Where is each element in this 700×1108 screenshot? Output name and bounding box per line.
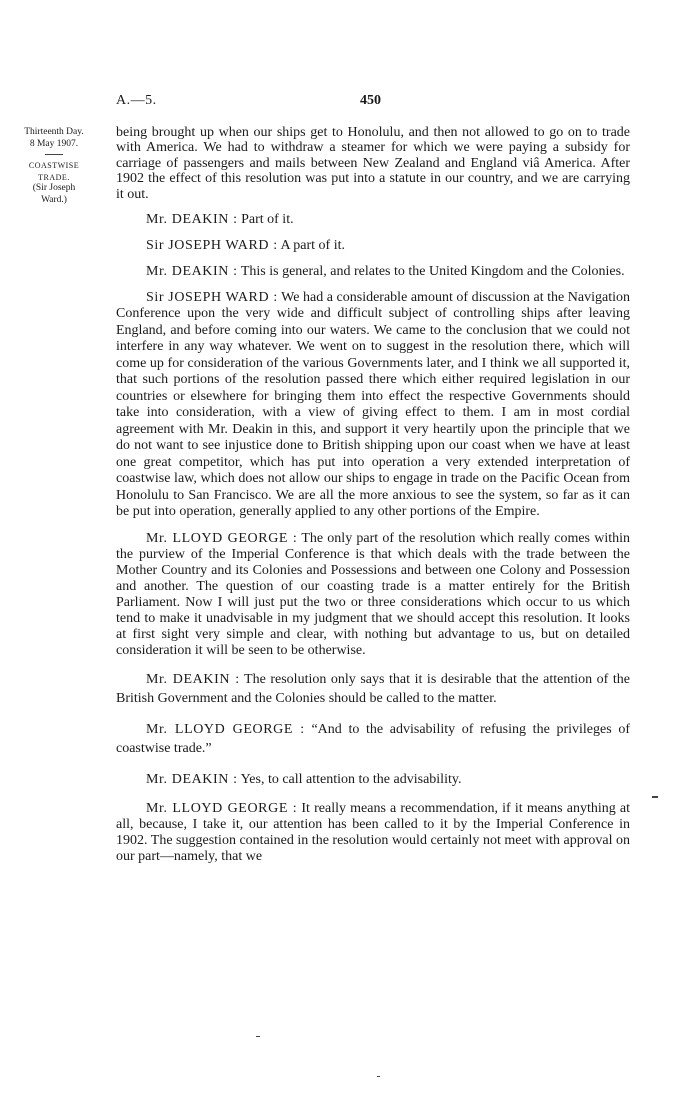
speaker-name: Sir JOSEPH WARD :	[146, 237, 278, 253]
running-head	[116, 93, 630, 113]
speaker-name: Mr. DEAKIN :	[146, 771, 238, 787]
speech-paragraph	[116, 670, 630, 708]
speech-text: This is general, and relates to the United Kingdom and the Colonies.	[240, 263, 625, 279]
speech-paragraph	[116, 264, 630, 279]
speech-text: Part of it.	[241, 212, 294, 228]
speaker-name: Mr. DEAKIN :	[146, 263, 238, 279]
speech-paragraph	[116, 238, 630, 253]
margin-speaker-line2: Ward.)	[41, 194, 67, 205]
scan-mark	[377, 1076, 380, 1077]
speech-text: Yes, to call attention to the advisability.	[240, 771, 462, 787]
scan-mark	[256, 1036, 260, 1037]
speech-paragraph	[116, 290, 630, 521]
margin-day: Thirteenth Day.	[24, 127, 84, 137]
speech-paragraph	[116, 801, 630, 865]
paragraph-continuation: being brought up when our ships get to Honolulu, and then not allowed to go on to trade with America. We had to withdraw a steamer for which we were paying a subsidy for carriage of passengers and mails between New Zealand and England viâ America. After 1902 the effect of this resolution was put into a statute in our country, and we are carrying it out.	[116, 125, 630, 202]
speech-paragraph	[116, 531, 630, 659]
speaker-name: Mr. DEAKIN :	[146, 212, 238, 228]
margin-note	[4, 127, 104, 206]
speaker-name: Sir JOSEPH WARD :	[146, 289, 278, 305]
speech-text: It really means a recommendation, if it means anything at all, because, I take it, our attention has been called to it by the Imperial Conference in 1902. The suggestion contained in the resolution would certainly not meet with approval on our part—namely, that we	[116, 800, 630, 864]
body-text	[116, 125, 630, 875]
speaker-name: Mr. LLOYD GEORGE :	[146, 531, 298, 547]
margin-topic-line1: COASTWISE	[28, 161, 80, 170]
speech-text: “And to the advisability of refusing the privileges of coastwise trade.”	[116, 721, 631, 756]
speech-paragraph	[116, 212, 630, 227]
margin-topic-line2: TRADE.	[38, 172, 70, 182]
speech-text: The only part of the resolution which really comes within the purview of the Imperial Conference is that which deals with the trade between the Mother Country and its Colonies and Possessions and between one Colony and Possession and another. The question of our coasting trade is a matter entirely for the British Parliament. Now I will just put the two or three considerations which occur to us which tend to make it unadvisable in my judgment that we should accept this resolution. It looks at first sight very simple and clear, with nothing but advantage to us, but on detailed consideration it will be seen to be otherwise.	[116, 531, 630, 659]
speech-text: A part of it.	[280, 237, 345, 253]
scan-mark	[652, 796, 658, 798]
margin-speaker-line1: (Sir Joseph	[32, 183, 76, 193]
speech-text: We had a considerable amount of discussion at the Navigation Conference upon the very wide and difficult subject of controlling ships after leaving England, and before coming into our waters. We came to the conclusion that we could not interfere in any way whatever. We went on to suggest in the resolution there, which will come up for consideration of the various Governments later, and I think we all supported it, that such portions of the resolution passed there which either required legislation in our countries or elsewhere for bringing them into effect the respective Governments should take into consideration, with a view of giving effect to them. I am in most cordial agreement with Mr. Deakin in this, and support it very heartily upon the principle that we do not want to see injustice done to British shipping upon our coast when we have at least one great competitor, which has put into operation a very extended interpretation of coastwise law, which does not allow our ships to engage in trade on the Pacific Ocean from Honolulu to San Francisco. We are all the more anxious to see the system, so far as it can be put into operation, generally applied to any other portions of the Empire.	[116, 289, 630, 520]
document-reference: A.—5.	[116, 93, 157, 108]
speech-text: The resolution only says that it is desirable that the attention of the British Government and the Colonies should be called to the matter.	[116, 671, 631, 706]
margin-divider	[45, 154, 63, 155]
speaker-name: Mr. LLOYD GEORGE :	[146, 721, 305, 737]
speaker-name: Mr. DEAKIN :	[146, 671, 240, 687]
page-number: 450	[360, 93, 381, 108]
speaker-name: Mr. LLOYD GEORGE :	[146, 800, 298, 816]
margin-date: 8 May 1907.	[29, 138, 79, 149]
speech-paragraph	[116, 770, 630, 789]
speech-paragraph	[116, 720, 630, 758]
